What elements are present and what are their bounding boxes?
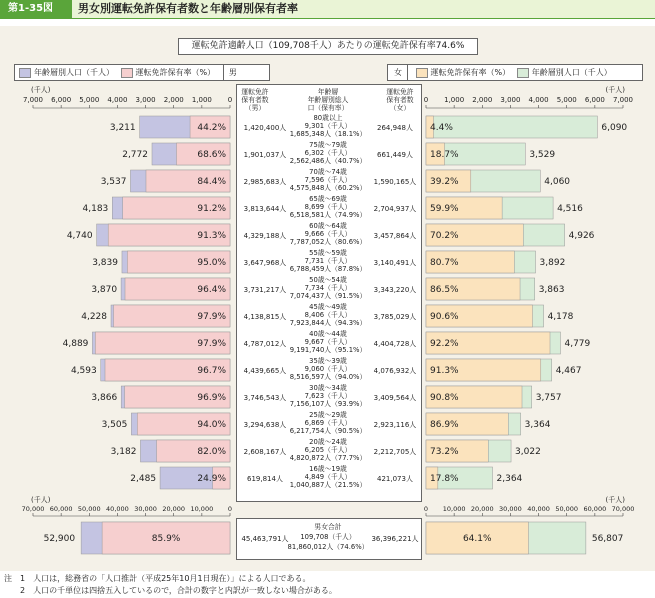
female-population-label: 3,863	[538, 285, 565, 295]
female-rate-label: 70.2%	[430, 231, 459, 241]
age-group-label: 80歳以上	[313, 114, 343, 122]
female-total-holders: 36,396,221人	[371, 535, 419, 543]
female-population-label: 4,467	[555, 366, 582, 376]
female-population-label: 3,022	[515, 447, 541, 457]
age-population: 9,301（千人）	[304, 122, 352, 130]
female-rate-label: 90.8%	[430, 393, 459, 403]
age-population: 8,406（千人）	[304, 311, 352, 319]
male-holders: 3,647,968人	[243, 259, 287, 267]
female-population-label: 6,090	[601, 123, 628, 133]
male-total-holders: 45,463,791人	[241, 535, 289, 543]
male-holders: 619,814人	[247, 475, 283, 483]
female-population-label: 4,926	[568, 231, 595, 241]
tick-label-left: 40,000	[106, 505, 129, 513]
female-population-label: 2,364	[496, 474, 523, 484]
age-group-label: 30歳〜34歳	[309, 384, 347, 392]
column-header: 保有者数	[386, 96, 414, 104]
male-holders: 4,439,665人	[243, 367, 287, 375]
female-population-label: 4,516	[557, 204, 583, 214]
legend-sex-female: 女	[394, 68, 402, 77]
male-holders: 3,746,543人	[243, 394, 287, 402]
tick-label-left: 50,000	[77, 505, 101, 513]
age-population: 7,596（千人）	[304, 176, 352, 184]
age-holders: 2,562,486人（40.7%）	[289, 157, 367, 165]
legend-population-label: 年齢層別人口（千人）	[531, 68, 612, 77]
age-holders: 7,787,052人（80.6%）	[289, 238, 367, 246]
male-rate-label: 68.6%	[197, 150, 226, 160]
column-header: 年齢層	[317, 88, 339, 96]
tick-label-right: 6,000	[584, 96, 605, 104]
female-holders: 264,948人	[377, 124, 413, 132]
female-rate-label: 17.8%	[430, 474, 459, 484]
male-population-label: 2,485	[130, 474, 157, 484]
male-holders: 3,731,217人	[243, 286, 287, 294]
legend-rate-label: 運転免許保有率（%）	[430, 68, 511, 77]
male-population-label: 4,740	[66, 231, 93, 241]
tick-label-left: 60,000	[49, 505, 73, 513]
male-rate-label: 82.0%	[197, 447, 226, 457]
overall-rate-label: 運転免許適齢人口（109,708千人）あたりの運転免許保有率74.6%	[178, 38, 478, 55]
column-header: 保有者数	[241, 96, 269, 104]
age-holders: 9,191,740人（95.1%）	[289, 346, 367, 354]
column-header: 運転免許	[241, 88, 269, 96]
tick-label-right: 40,000	[527, 505, 550, 513]
male-rate-label: 96.7%	[197, 366, 226, 376]
age-population: 9,060（千人）	[304, 365, 352, 373]
age-group-label: 55歳〜59歳	[309, 249, 347, 257]
age-population: 8,699（千人）	[304, 203, 352, 211]
female-rate-label: 91.3%	[430, 366, 459, 376]
age-population: 7,731（千人）	[304, 257, 352, 265]
female-holders: 2,704,937人	[373, 205, 417, 213]
male-holders: 3,294,638人	[243, 421, 287, 429]
female-total-population-label: 56,807	[591, 534, 624, 544]
age-holders: 6,788,459人（87.8%）	[289, 265, 367, 273]
age-group-label: 65歳〜69歳	[309, 195, 347, 203]
male-population-label: 3,211	[109, 123, 136, 133]
tick-label-right: 1,000	[444, 96, 465, 104]
tick-label-left: 6,000	[51, 96, 72, 104]
age-holders: 6,217,754人（90.5%）	[289, 427, 367, 435]
male-total-population-label: 52,900	[43, 534, 76, 544]
female-rate-label: 18.7%	[430, 150, 459, 160]
age-holders: 7,074,437人（91.5%）	[289, 292, 367, 300]
column-header: （女）	[389, 104, 411, 112]
male-population-label: 4,889	[62, 339, 89, 349]
tick-label-right: 0	[423, 96, 429, 104]
tick-label-right: 20,000	[470, 505, 494, 513]
male-rate-label: 44.2%	[197, 123, 226, 133]
unit-label-right: (千人)	[605, 86, 625, 94]
female-holders: 3,785,029人	[373, 313, 417, 321]
female-holders: 4,404,728人	[373, 340, 417, 348]
male-population-label: 3,505	[101, 420, 128, 430]
male-population-label: 4,593	[70, 366, 97, 376]
male-holders: 4,787,012人	[243, 340, 287, 348]
male-total-rate-label: 85.9%	[151, 534, 181, 544]
footnote-2: 2 人口の千単位は四捨五入しているので，合計の数字と内訳が一致しない場合がある。	[4, 586, 337, 595]
tick-label-right: 50,000	[555, 505, 579, 513]
female-holders: 1,590,165人	[373, 178, 417, 186]
female-rate-label: 59.9%	[430, 204, 459, 214]
male-rate-label: 24.9%	[197, 474, 226, 484]
female-rate-label: 86.5%	[430, 285, 459, 295]
total-holders: 81,860,012人（74.6%）	[287, 543, 369, 551]
male-holders: 2,608,167人	[243, 448, 287, 456]
tick-label-right: 30,000	[499, 505, 522, 513]
figure-title: 男女別運転免許保有者数と年齢層別保有者率	[78, 2, 298, 15]
age-group-label: 45歳〜49歳	[309, 303, 347, 311]
female-holders: 3,457,864人	[373, 232, 417, 240]
age-holders: 7,156,107人（93.9%）	[289, 400, 367, 408]
age-holders: 1,040,887人（21.5%）	[289, 481, 367, 489]
footnote-1: 注 1 人口は，総務省の「人口推計（平成25年10月1日現在）」による人口である。	[4, 574, 311, 583]
total-label: 男女合計	[314, 523, 342, 531]
male-holders: 4,138,815人	[243, 313, 287, 321]
column-header: （男）	[244, 104, 266, 112]
age-holders: 8,516,597人（94.0%）	[289, 373, 367, 381]
male-rate-label: 96.9%	[197, 393, 226, 403]
age-holders: 4,820,872人（77.7%）	[289, 454, 367, 462]
female-population-label: 3,757	[535, 393, 562, 403]
column-header: 運転免許	[386, 88, 414, 96]
tick-label-right: 5,000	[556, 96, 577, 104]
male-population-label: 3,839	[92, 258, 118, 268]
female-rate-label: 80.7%	[430, 258, 459, 268]
female-population-label: 3,529	[529, 150, 556, 160]
age-population: 7,734（千人）	[304, 284, 352, 292]
tick-label-right: 4,000	[528, 96, 549, 104]
tick-label-left: 20,000	[162, 505, 186, 513]
tick-label-left: 5,000	[79, 96, 100, 104]
female-rate-label: 4.4%	[430, 123, 453, 133]
female-rate-label: 73.2%	[430, 447, 459, 457]
male-population-label: 3,870	[91, 285, 118, 295]
age-holders: 4,575,848人（60.2%）	[289, 184, 367, 192]
female-population-label: 4,178	[547, 312, 574, 322]
tick-label-right: 60,000	[583, 505, 607, 513]
male-rate-label: 91.2%	[197, 204, 226, 214]
age-population: 6,869（千人）	[304, 419, 352, 427]
legend-rate-label: 運転免許保有率（%）	[135, 68, 216, 77]
male-rate-label: 96.4%	[197, 285, 226, 295]
age-group-label: 40歳〜44歳	[309, 330, 347, 338]
male-population-label: 2,772	[122, 150, 148, 160]
tick-label-left: 7,000	[22, 96, 44, 104]
female-holders: 3,343,220人	[373, 286, 417, 294]
tick-label-right: 0	[423, 505, 429, 513]
female-population-label: 4,779	[564, 339, 591, 349]
male-rate-label: 97.9%	[197, 312, 226, 322]
female-rate-label: 92.2%	[430, 339, 459, 349]
age-population: 4,849（千人）	[304, 473, 352, 481]
female-holders: 661,449人	[377, 151, 413, 159]
tick-label-right: 70,000	[611, 505, 635, 513]
male-rate-label: 94.0%	[197, 420, 226, 430]
female-holders: 3,409,564人	[373, 394, 417, 402]
age-group-label: 70歳〜74歳	[309, 168, 347, 176]
male-population-label: 4,183	[82, 204, 109, 214]
tick-label-right: 3,000	[500, 96, 521, 104]
tick-label-left: 1,000	[191, 96, 212, 104]
female-rate-label: 39.2%	[430, 177, 459, 187]
age-population: 6,302（千人）	[304, 149, 352, 157]
age-population: 9,666（千人）	[304, 230, 352, 238]
male-holders: 4,329,188人	[243, 232, 287, 240]
age-group-label: 35歳〜39歳	[309, 357, 347, 365]
female-rate-label: 86.9%	[430, 420, 459, 430]
unit-label-right: (千人)	[605, 496, 625, 504]
male-population-label: 3,866	[91, 393, 118, 403]
age-group-label: 60歳〜64歳	[309, 222, 347, 230]
column-header: 年齢層別総人	[307, 96, 349, 104]
age-population: 6,205（千人）	[304, 446, 352, 454]
age-population: 9,667（千人）	[304, 338, 352, 346]
female-holders: 4,076,932人	[373, 367, 417, 375]
tick-label-left: 10,000	[190, 505, 214, 513]
male-rate-label: 95.0%	[197, 258, 226, 268]
age-group-label: 25歳〜29歳	[309, 411, 347, 419]
tick-label-left: 0	[227, 505, 233, 513]
male-rate-label: 97.9%	[197, 339, 226, 349]
legend-sex-male: 男	[228, 68, 237, 77]
age-group-label: 16歳〜19歳	[309, 465, 347, 473]
figure-number: 第1-35図	[0, 0, 72, 18]
footnotes	[4, 573, 337, 597]
female-total-rate-label: 64.1%	[462, 534, 492, 544]
female-population-label: 3,364	[524, 420, 551, 430]
tick-label-left: 2,000	[163, 96, 184, 104]
tick-label-left: 0	[227, 96, 233, 104]
age-holders: 7,923,844人（94.3%）	[289, 319, 367, 327]
male-holders: 2,985,683人	[243, 178, 287, 186]
male-holders: 3,813,644人	[243, 205, 287, 213]
male-population-label: 4,228	[81, 312, 108, 322]
female-population-label: 4,060	[544, 177, 571, 187]
female-population-label: 3,892	[539, 258, 566, 268]
tick-label-left: 4,000	[107, 96, 128, 104]
male-population-label: 3,537	[100, 177, 127, 187]
male-population-label: 3,182	[110, 447, 137, 457]
tick-label-right: 10,000	[442, 505, 466, 513]
tick-label-right: 7,000	[612, 96, 634, 104]
tick-label-left: 3,000	[135, 96, 156, 104]
female-holders: 3,140,491人	[373, 259, 417, 267]
male-holders: 1,901,037人	[243, 151, 287, 159]
tick-label-left: 70,000	[21, 505, 45, 513]
age-holders: 6,518,581人（74.9%）	[289, 211, 367, 219]
column-header: 口（保有率）	[307, 104, 349, 112]
legend-population-label: 年齢層別人口（千人）	[34, 68, 114, 77]
age-group-label: 20歳〜24歳	[309, 438, 347, 446]
age-population: 7,623（千人）	[304, 392, 352, 400]
male-rate-label: 91.3%	[197, 231, 226, 241]
age-holders: 1,685,348人（18.1%）	[289, 130, 367, 138]
female-rate-label: 90.6%	[430, 312, 459, 322]
total-population: 109,708（千人）	[300, 533, 356, 541]
male-holders: 1,420,400人	[243, 124, 287, 132]
unit-label-left: (千人)	[31, 86, 51, 94]
female-holders: 421,073人	[377, 475, 413, 483]
age-group-label: 50歳〜54歳	[309, 276, 347, 284]
tick-label-left: 30,000	[134, 505, 157, 513]
male-rate-label: 84.4%	[197, 177, 226, 187]
female-holders: 2,212,705人	[373, 448, 417, 456]
tick-label-right: 2,000	[472, 96, 493, 104]
female-holders: 2,923,116人	[373, 421, 417, 429]
unit-label-left: (千人)	[31, 496, 51, 504]
age-group-label: 75歳〜79歳	[309, 141, 347, 149]
